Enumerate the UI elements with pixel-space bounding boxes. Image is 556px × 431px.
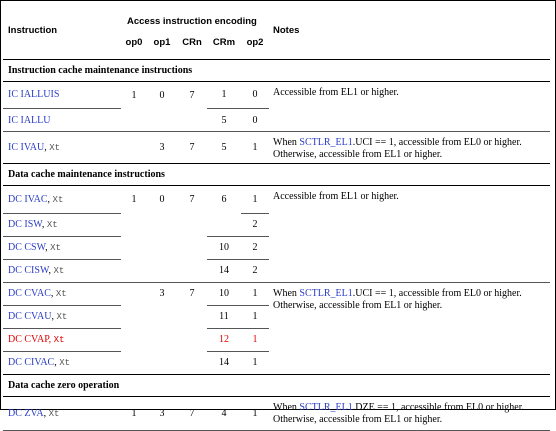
instruction-name: IC IALLU: [8, 114, 51, 126]
crm-cell: 14: [207, 259, 241, 282]
table-row: DC ISW, Xt 2: [3, 213, 550, 236]
instruction-name: IC IVAU: [8, 142, 45, 153]
instruction-name: DC ISW: [8, 219, 42, 230]
op2-cell: 2: [241, 259, 269, 282]
crm-cell: 10: [207, 236, 241, 259]
op1-cell: 0: [159, 89, 165, 101]
instruction-name: DC CVAU: [8, 311, 52, 322]
header-instruction: Instruction: [8, 25, 58, 37]
header-crn: CRn: [182, 37, 202, 49]
op1-cell: 3: [147, 282, 177, 305]
section-title: Data cache zero operation: [3, 374, 550, 396]
crm-cell: 6: [221, 194, 227, 205]
instruction-name: DC ZVA: [8, 407, 44, 419]
crm-cell: 10: [207, 282, 241, 305]
table-row: [3, 109, 550, 132]
crn-cell: 7: [177, 132, 207, 164]
crn-cell: 7: [189, 89, 195, 101]
table-row: IC IVAU, Xt 3 7 5 1 When SCTLR_EL1.UCI == 1, accessible from EL0 or higher. Otherwise, accessible from EL1 or higher.: [3, 132, 550, 164]
op2-cell: 1: [241, 132, 269, 164]
op0-cell: 1: [131, 194, 137, 205]
note-cell: Accessible from EL1 or higher.: [273, 86, 399, 98]
op2-cell: 1: [252, 193, 258, 205]
section-title: Instruction cache maintenance instructions: [3, 59, 550, 81]
op0-cell: 1: [131, 89, 137, 101]
sctlr-link[interactable]: SCTLR_EL1: [299, 137, 353, 148]
register-xt: Xt: [53, 335, 65, 345]
op1-cell: 3: [147, 132, 177, 164]
encoding-table: [3, 3, 550, 431]
sctlr-link[interactable]: SCTLR_EL1: [299, 401, 353, 413]
op0-cell: 1: [131, 407, 137, 419]
instruction-name: IC IALLUIS: [8, 89, 60, 101]
register-xt: Xt: [50, 243, 61, 253]
op2-cell: 1: [252, 407, 258, 419]
op2-cell: 0: [241, 109, 269, 132]
table-row: DC ZVA, Xt 1 3 7 4 1 When SCTLR_EL1.DZE == 1, accessible from EL0 or higher. Otherwise, accessible from EL1 or higher.: [3, 396, 550, 430]
table-row: DC CVAU, Xt 11 1: [3, 305, 550, 328]
register-xt: Xt: [55, 289, 67, 299]
register-xt: Xt: [56, 312, 68, 322]
note-cell: When SCTLR_EL1.DZE == 1, accessible from EL0 or higher. Otherwise, accessible from EL1 or higher.: [273, 401, 524, 425]
instruction-name: DC CVAC: [8, 288, 51, 299]
register-xt: Xt: [52, 194, 64, 205]
instruction-name: DC CIVAC: [8, 357, 55, 368]
crn-cell: 7: [189, 194, 195, 205]
table-row: DC CVAC, Xt 3 7 10 1 When SCTLR_EL1.UCI == 1, accessible from EL0 or higher. Otherwise, accessible from EL1 or higher.: [3, 282, 550, 305]
op2-cell: 2: [241, 236, 269, 259]
instruction-name: DC CVAP: [8, 334, 49, 345]
sctlr-link[interactable]: SCTLR_EL1: [299, 287, 353, 299]
register-xt: Xt: [46, 220, 58, 230]
note-cell: When SCTLR_EL1.UCI == 1, accessible from EL0 or higher. Otherwise, accessible from EL1 or higher.: [269, 282, 550, 328]
table-row: DC CSW, Xt 10 2: [3, 236, 550, 259]
register-xt: Xt: [48, 408, 60, 419]
crm-cell: 5: [207, 109, 241, 132]
instruction-name: DC IVAC: [8, 193, 48, 205]
crm-cell: 14: [207, 351, 241, 374]
header-op0: op0: [125, 37, 143, 49]
op2-cell: 1: [241, 305, 269, 328]
op2-cell: 1: [241, 328, 269, 351]
register-xt: Xt: [49, 143, 61, 153]
crm-cell: 4: [221, 407, 227, 419]
table-row: DC IVAC, Xt 1 0 7 6 1 Accessible from EL1 or higher.: [3, 186, 550, 214]
op1-cell: 3: [159, 407, 165, 419]
op1-cell: 0: [159, 194, 165, 205]
op2-cell: 0: [252, 89, 258, 101]
crm-cell: 5: [207, 132, 241, 164]
instruction-name: DC CISW: [8, 265, 49, 276]
op2-cell: 1: [241, 282, 269, 305]
section-title: Data cache maintenance instructions: [3, 164, 550, 186]
instruction-name: DC CSW: [8, 242, 46, 253]
crm-cell: 11: [207, 305, 241, 328]
table-row: DC CIVAC, Xt 14 1: [3, 351, 550, 374]
crn-cell: 7: [177, 282, 207, 305]
note-cell: Accessible from EL1 or higher.: [273, 191, 399, 202]
table-row: [3, 81, 550, 109]
header-op2: op2: [246, 37, 264, 49]
header-op1: op1: [153, 37, 171, 49]
op2-cell: 2: [241, 213, 269, 236]
crm-cell: 12: [207, 328, 241, 351]
header-encoding: Access instruction encoding: [127, 16, 257, 27]
register-xt: Xt: [59, 358, 71, 368]
register-xt: Xt: [53, 266, 65, 276]
op2-cell: 1: [241, 351, 269, 374]
crn-cell: 7: [189, 407, 195, 419]
header-crm: CRm: [212, 37, 236, 49]
table-row-highlighted: DC CVAP, Xt 12 1: [3, 328, 550, 351]
crm-cell: 1: [221, 89, 227, 101]
note-cell: When SCTLR_EL1.UCI == 1, accessible from EL0 or higher. Otherwise, accessible from EL1 or higher.: [269, 132, 550, 164]
instruction-cell: [3, 81, 121, 109]
table-row: DC CISW, Xt 14 2: [3, 259, 550, 282]
header-notes: Notes: [273, 25, 300, 37]
